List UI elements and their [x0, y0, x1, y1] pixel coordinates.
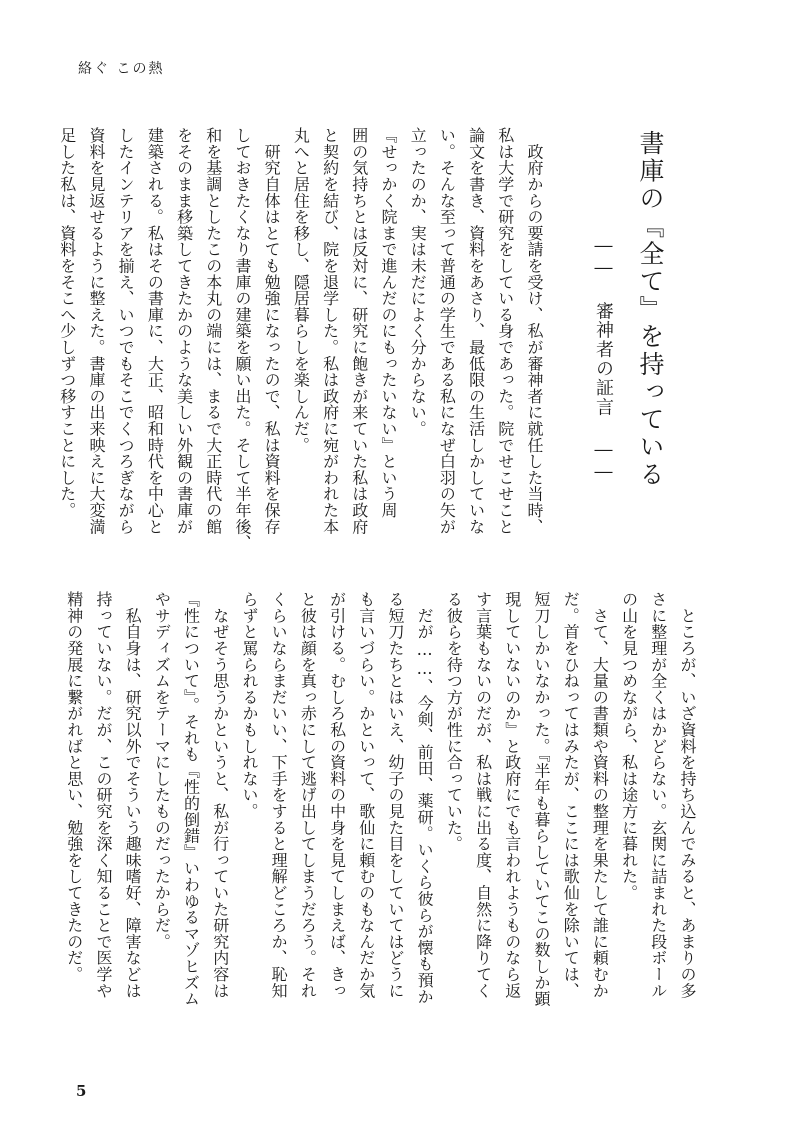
- running-header: 絡ぐ この熱: [78, 61, 165, 77]
- body-text-upper: 政府からの要請を受け、私が審神者に就任した当時、 私は大学で研究をしている身であった。院でせこせこと 論文を書き、資料をあさり、最低限の生活しかしていな い。そんな至って普通の学生である私になぜ白羽の矢が 立ったのか、実は未だによく分からない。 『せっかく院まで進んだのにもったいない』という周 囲の気持ちとは反対に、研究に飽きが来ていた私は政府 と契約を結び、院を退学した。私は政府に宛がわれた本 丸へと居住を移し、隠居暮らしを楽しんだ。 研究自体はとても勉強になったので、私は資料を保存 しておきたくなり書庫の建築を願い出た。そして半年後、 和を基調としたこの本丸の端には、まるで大正時代の館 をそのまま移築してきたかのような美しい外観の書庫が 建築される。私はその書庫に、大正、昭和時代を中心と したインテリアを揃え、いつでもそこでくつろぎながら 資料を見返せるように整えた。書庫の出来映えに大変満 足した私は、資料をそこへ少しずつ移すことにした。: [57, 127, 544, 551]
- body-text-lower: ところが、いざ資料を持ち込んでみると、あまりの多 さに整理が全くはかどらない。玄関に詰まれた段ボール の山を見つめながら、私は途方に暮れた。 さて、大量の書類や資料の整理を果たして誰に頼むか だ。首をひねってはみたが、ここには歌仙を除いては、 短刀しかいなかった。『半年も暮らしていてこの数しか顕 現していないのか』と政府にでも言われようものなら返 す言葉もないのだが、私は戦に出る度、自然に降りてく る彼らを待つ方が性に合っていた。 だが……、今剣、前田、薬研。いくら彼らが懐も預か る短刀たちとはいえ、幼子の見た目をしていてはどうに も言いづらい。かといって、歌仙に頼むのもなんだか気 が引ける。むしろ私の資料の中身を見てしまえば、きっ と彼は顔を真っ赤にして逃げ出してしまうだろう。それ くらいならまだいい、下手をすると理解どころか、恥知 らずと罵られるかもしれない。 なぜそう思うかというと、私が行っていた研究内容は 『性について』。それも『性的倒錯』いわゆるマゾヒズム やサディズムをテーマにしたものだったからだ。 私自身は、研究以外でそういう趣味嗜好、障害などは 持っていない。だが、この研究を深く知ることで医学や 精神の発展に繋がればと思い、勉強をしてきたのだ。: [64, 591, 697, 1007]
- chapter-title: 書庫の『全て』を持っている: [636, 130, 665, 489]
- chapter-subtitle: ―― 審神者の証言 ――: [593, 235, 614, 484]
- page-number: 5: [76, 1082, 87, 1100]
